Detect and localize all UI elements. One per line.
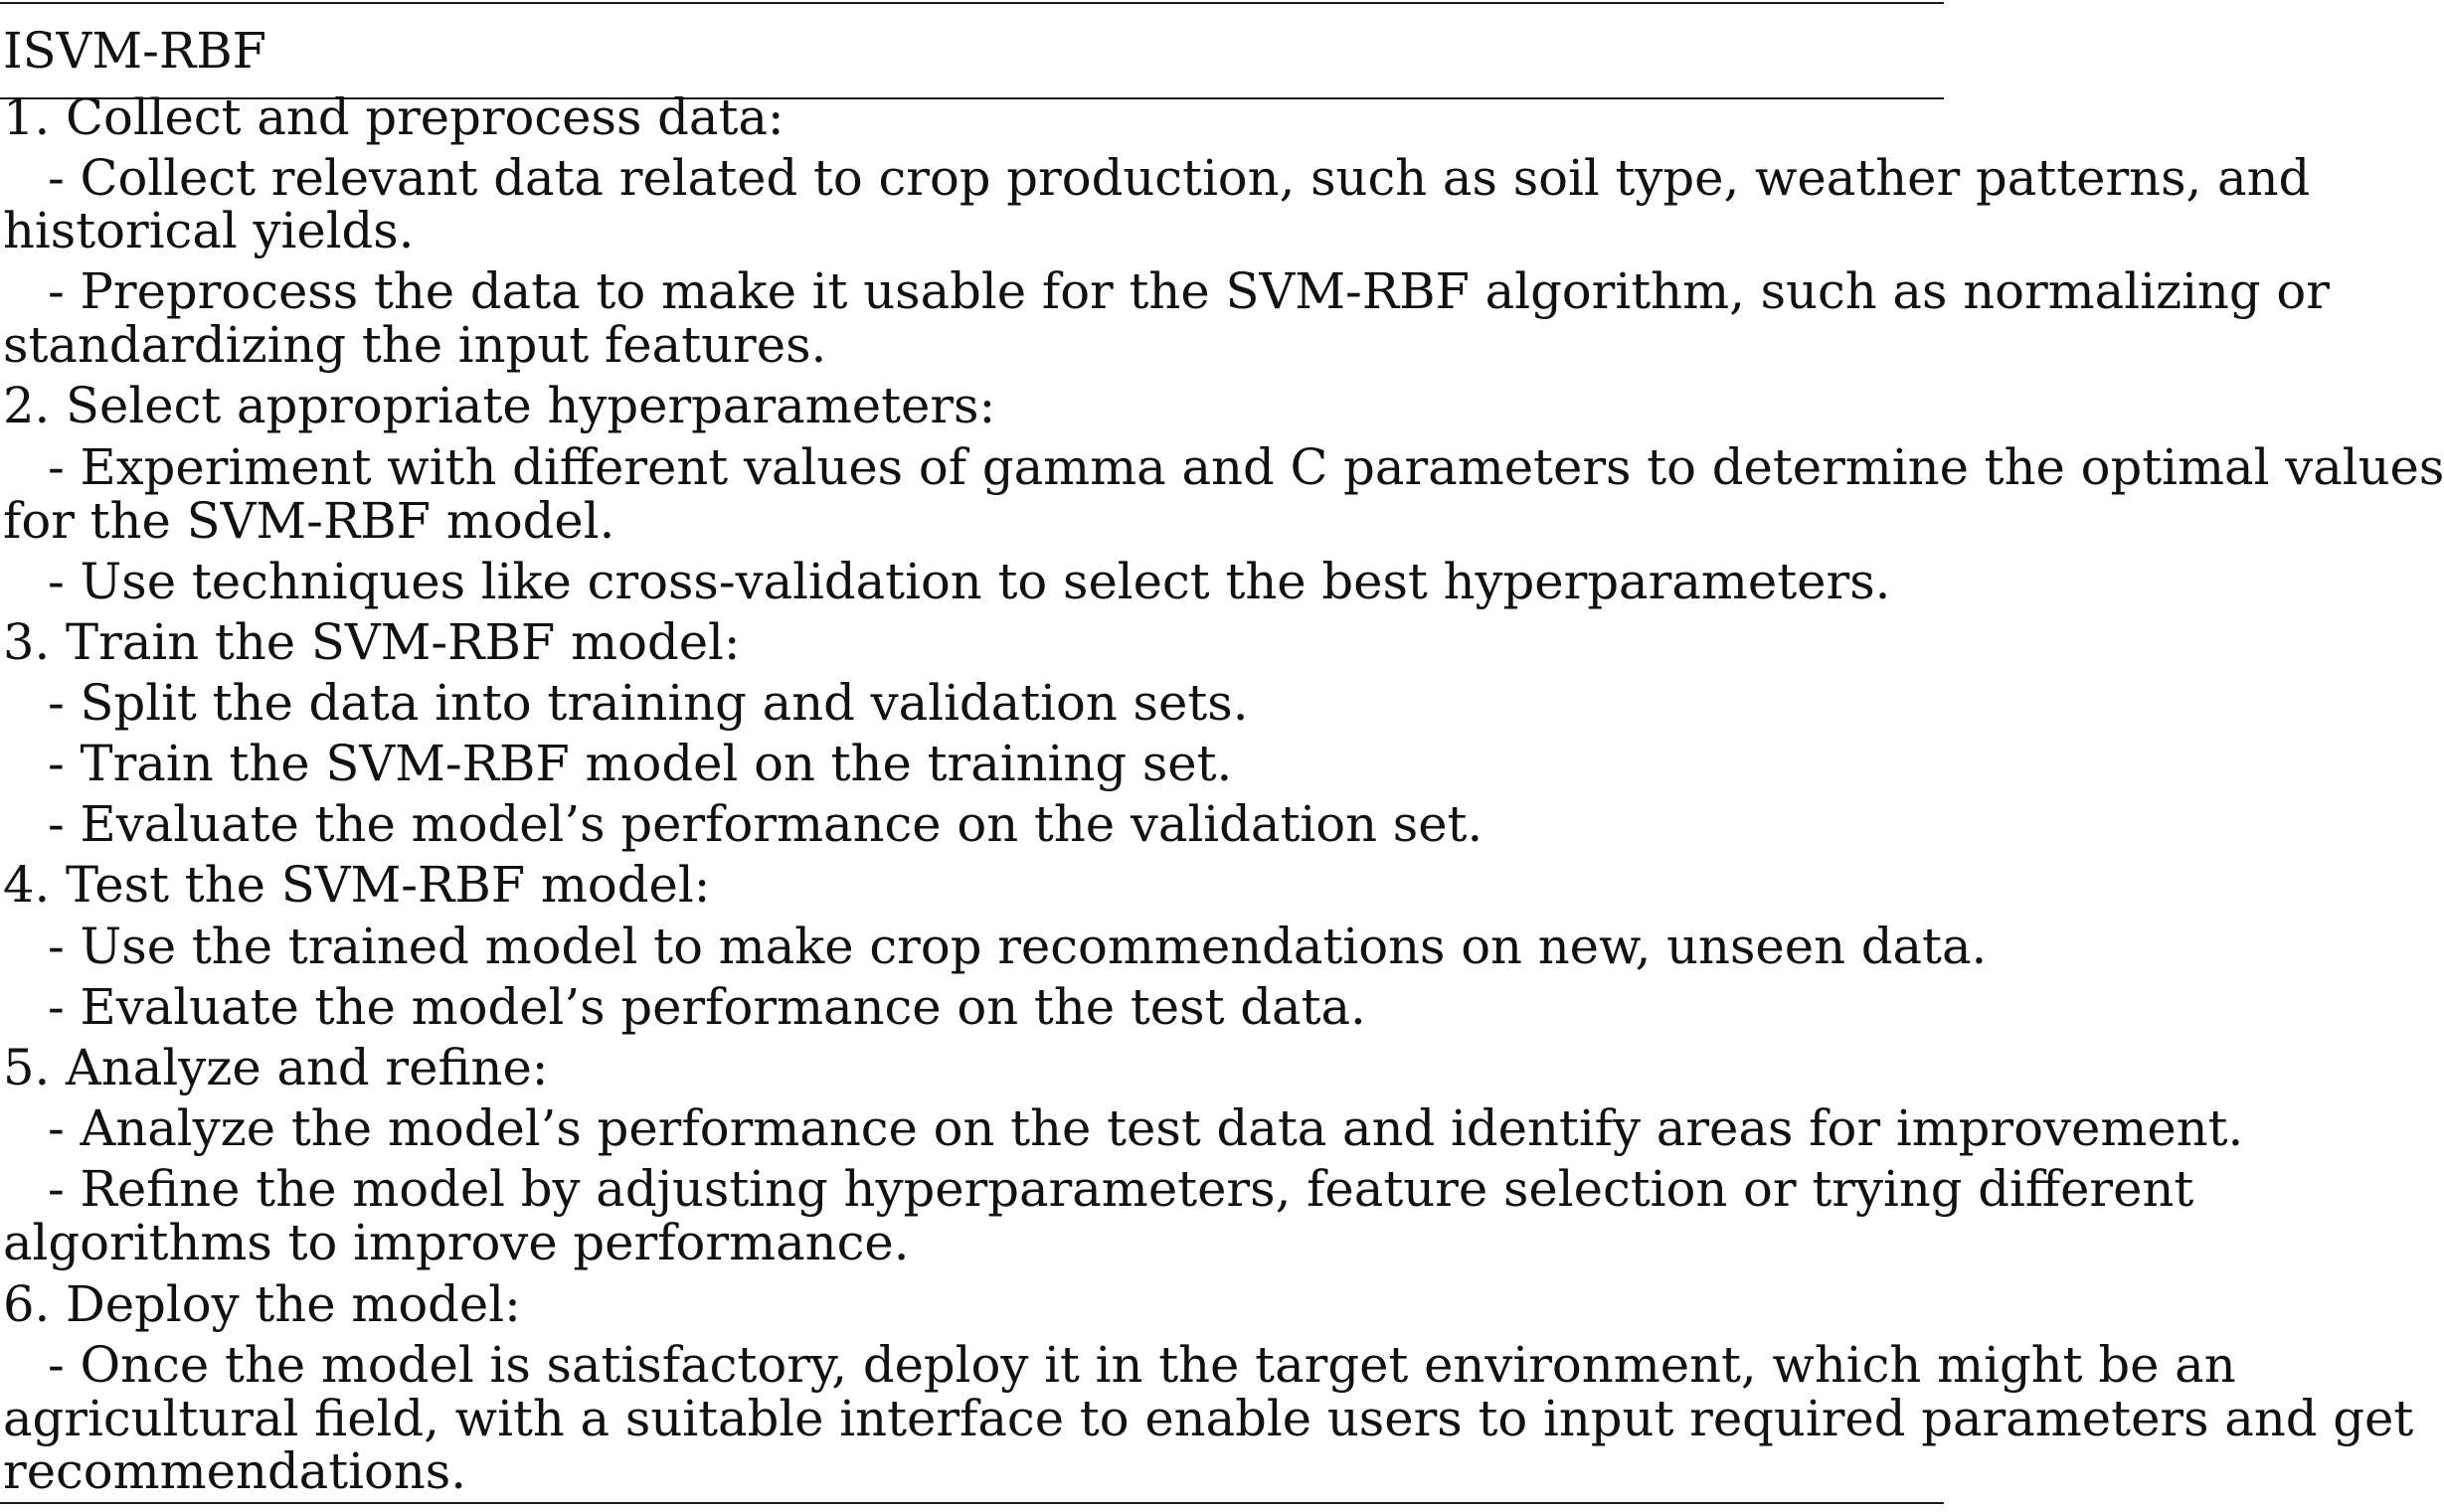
step-5-item-2-line-2: algorithms to improve performance. <box>3 1213 910 1271</box>
step-1-item-1-line-1: - Collect relevant data related to crop production, such as soil type, weather patterns, and <box>48 148 2311 207</box>
step-1-item-2-line-1: - Preprocess the data to make it usable for the SVM-RBF algorithm, such as normalizing or <box>48 262 2330 321</box>
step-6-heading: 6. Deploy the model: <box>3 1274 521 1333</box>
step-4-item-1-line-1: - Use the trained model to make crop recommendations on new, unseen data. <box>48 917 1988 975</box>
step-2-heading: 2. Select appropriate hyperparameters: <box>3 377 996 435</box>
step-1-heading: 1. Collect and preprocess data: <box>3 87 785 146</box>
step-6-item-1-line-3: recommendations. <box>3 1442 467 1501</box>
step-3-item-2-line-1: - Train the SVM-RBF model on the training set. <box>48 735 1233 793</box>
step-2-item-1-line-2: for the SVM-RBF model. <box>3 491 615 550</box>
algorithm-title: ISVM-RBF <box>3 22 267 81</box>
step-6-item-1-line-2: agricultural field, with a suitable interface to enable users to input required parameters and get <box>3 1389 2414 1447</box>
step-5-heading: 5. Analyze and refine: <box>3 1038 549 1096</box>
step-5-item-1-line-1: - Analyze the model’s performance on the test data and identify areas for improvement. <box>48 1098 2244 1157</box>
step-4-heading: 4. Test the SVM-RBF model: <box>3 856 711 915</box>
step-3-item-1-line-1: - Split the data into training and validation sets. <box>48 674 1249 733</box>
step-3-item-3-line-1: - Evaluate the model’s performance on the validation set. <box>48 795 1484 854</box>
top-rule <box>0 2 1944 4</box>
step-2-item-1-line-1: - Experiment with different values of gamma and C parameters to determine the optimal values <box>48 438 2444 497</box>
step-2-item-2-line-1: - Use techniques like cross-validation to select the best hyperparameters. <box>48 553 1891 611</box>
step-1-item-2-line-2: standardizing the input features. <box>3 315 827 374</box>
bottom-rule <box>0 1502 1944 1504</box>
step-6-item-1-line-1: - Once the model is satisfactory, deploy it in the target environment, which might be an <box>48 1335 2236 1394</box>
step-4-item-2-line-1: - Evaluate the model’s performance on the test data. <box>48 977 1366 1036</box>
step-3-heading: 3. Train the SVM-RBF model: <box>3 613 741 672</box>
step-1-item-1-line-2: historical yields. <box>3 202 415 260</box>
step-5-item-2-line-1: - Refine the model by adjusting hyperparameters, feature selection or trying different <box>48 1159 2194 1218</box>
